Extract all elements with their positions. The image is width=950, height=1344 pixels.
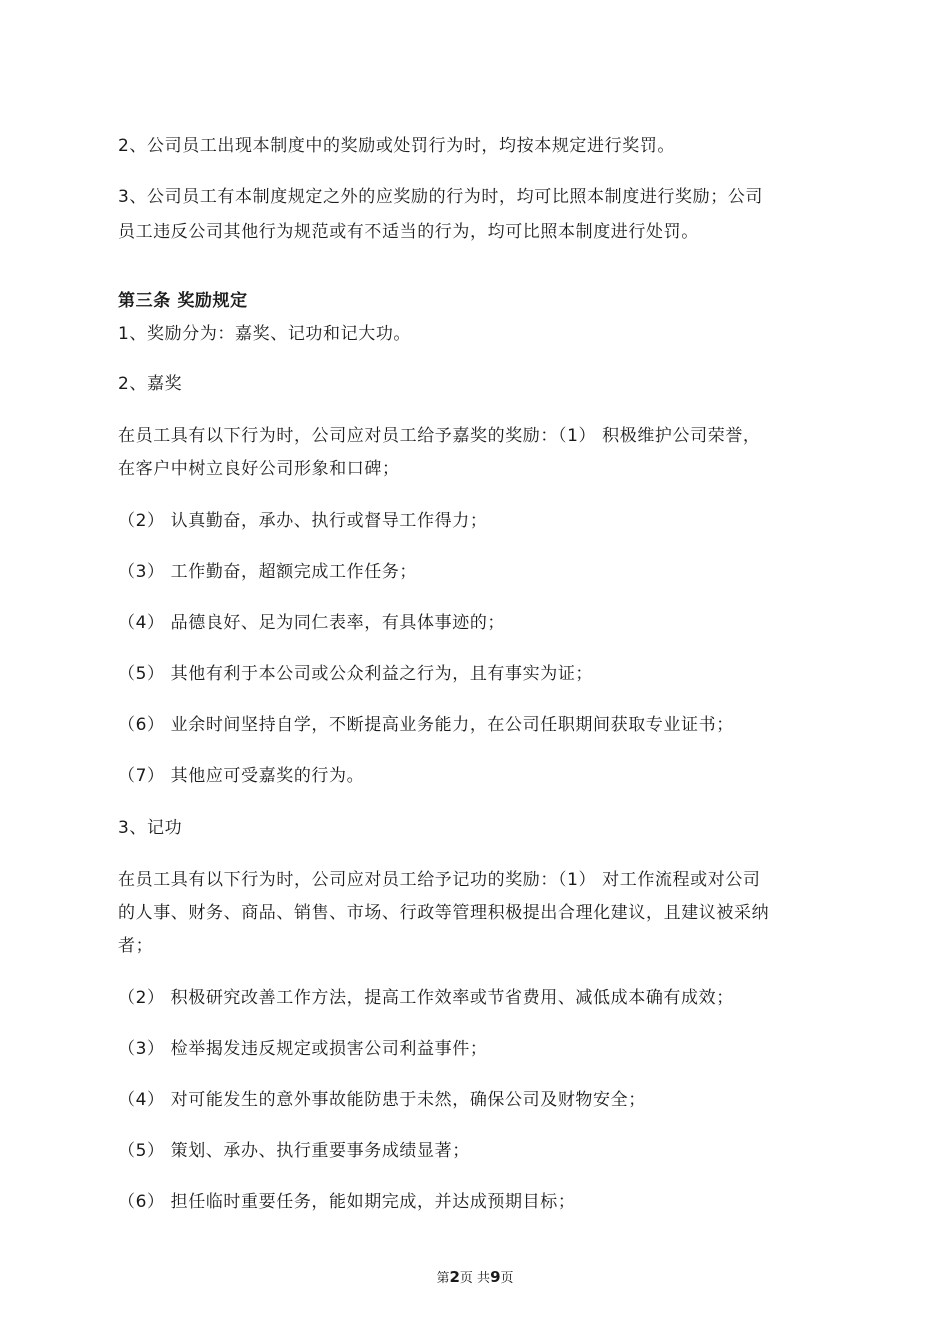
list-item-merit-6: （6） 担任临时重要任务，能如期完成，并达成预期目标； [118, 1192, 576, 1212]
subheading-commendation: 2、嘉奖 [118, 374, 183, 394]
list-item-merit-3: （3） 检举揭发违反规定或损害公司利益事件； [118, 1039, 488, 1059]
footer-mid: 页 共 [459, 1271, 491, 1286]
paragraph-merit-intro-line1: 在员工具有以下行为时，公司应对员工给予记功的奖励：（1） 对工作流程或对公司 [118, 870, 761, 890]
list-item-commendation-7: （7） 其他应可受嘉奖的行为。 [118, 766, 365, 786]
paragraph-reward-types: 1、奖励分为：嘉奖、记功和记大功。 [118, 324, 412, 344]
list-item-commendation-2: （2） 认真勤奋，承办、执行或督导工作得力； [118, 511, 488, 531]
list-item-merit-2: （2） 积极研究改善工作方法，提高工作效率或节省费用、减低成本确有成效； [118, 988, 734, 1008]
list-item-commendation-4: （4） 品德良好、足为同仁表率，有具体事迹的； [118, 613, 506, 633]
paragraph-article2-item3-line1: 3、公司员工有本制度规定之外的应奖励的行为时，均可比照本制度进行奖励；公司 [118, 187, 764, 207]
paragraph-commendation-intro-line2: 在客户中树立良好公司形象和口碑； [118, 459, 400, 479]
paragraph-article2-item2: 2、公司员工出现本制度中的奖励或处罚行为时，均按本规定进行奖罚。 [118, 136, 676, 156]
footer-suffix: 页 [500, 1271, 514, 1286]
page-footer [0, 1268, 950, 1288]
list-item-commendation-5: （5） 其他有利于本公司或公众利益之行为，且有事实为证； [118, 664, 594, 684]
paragraph-merit-intro-line2: 的人事、财务、商品、销售、市场、行政等管理积极提出合理化建议，且建议被采纳 [118, 903, 770, 923]
list-item-commendation-3: （3） 工作勤奋，超额完成工作任务； [118, 562, 418, 582]
article3-heading: 第三条 奖励规定 [118, 291, 248, 311]
paragraph-commendation-intro-line1: 在员工具有以下行为时，公司应对员工给予嘉奖的奖励：（1） 积极维护公司荣誉， [118, 426, 761, 446]
subheading-merit: 3、记功 [118, 818, 183, 838]
list-item-commendation-6: （6） 业余时间坚持自学，不断提高业务能力，在公司任职期间获取专业证书； [118, 715, 734, 735]
paragraph-merit-intro-line3: 者； [118, 936, 154, 956]
footer-page-number: 2 [449, 1268, 460, 1286]
list-item-merit-4: （4） 对可能发生的意外事故能防患于未然，确保公司及财物安全； [118, 1090, 646, 1110]
footer-total-pages: 9 [490, 1268, 501, 1286]
list-item-merit-5: （5） 策划、承办、执行重要事务成绩显著； [118, 1141, 470, 1161]
footer-prefix: 第 [436, 1271, 450, 1286]
paragraph-article2-item3-line2: 员工违反公司其他行为规范或有不适当的行为，均可比照本制度进行处罚。 [118, 222, 699, 242]
